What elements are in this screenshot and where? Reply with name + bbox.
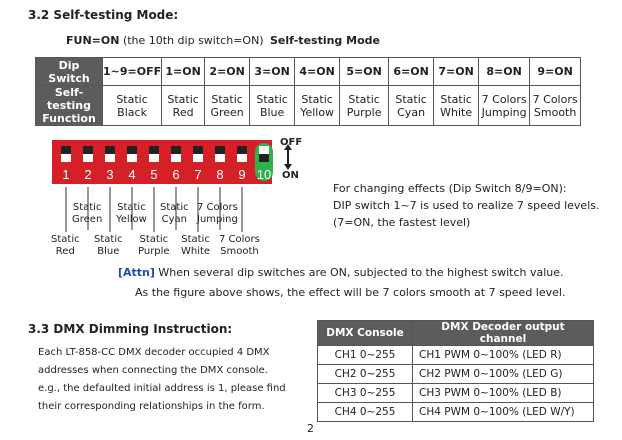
dip-switch-knob xyxy=(61,146,71,154)
dip-switch-knob xyxy=(171,146,181,154)
dmx-paragraph-line: their corresponding relationships in the form. xyxy=(38,401,265,412)
table-cell: CH4 0~255 xyxy=(318,403,413,422)
dip-switch-number: 10 xyxy=(256,167,272,182)
table-cell: CH1 0~255 xyxy=(318,346,413,365)
page-number: 2 xyxy=(307,422,314,435)
table-cell: Static Yellow xyxy=(295,86,340,126)
table-cell: 4=ON xyxy=(295,58,340,86)
switch-label: Static Cyan xyxy=(160,202,189,225)
table-cell: CH3 PWM 0~100% (LED B) xyxy=(413,384,594,403)
dmx-channel-table xyxy=(317,320,594,422)
table-row xyxy=(36,86,581,126)
table-header: DMX Decoder output channel xyxy=(413,321,594,346)
table-cell: CH2 0~255 xyxy=(318,365,413,384)
fun-note: (the 10th dip switch=ON) xyxy=(122,34,264,47)
dmx-paragraph-line: Each LT-858-CC DMX decoder occupied 4 DMX xyxy=(38,347,270,358)
table-cell: Static Cyan xyxy=(389,86,434,126)
switch-label: Static Green xyxy=(72,202,103,225)
table-cell: 7 Colors Jumping xyxy=(479,86,530,126)
table-cell: Dip Switch xyxy=(36,58,103,86)
table-cell: Static Black xyxy=(103,86,162,126)
table-cell: Static Red xyxy=(162,86,205,126)
attn-line-1 xyxy=(118,266,564,279)
effects-note-line: (7=ON, the fastest level) xyxy=(333,216,471,229)
attn-label: [Attn] xyxy=(118,266,155,279)
table-cell: Static Purple xyxy=(340,86,389,126)
table-cell: Static White xyxy=(434,86,479,126)
mode-title: Self-testing Mode xyxy=(270,34,380,47)
dip-switch-knob xyxy=(259,154,269,162)
table-cell: 5=ON xyxy=(340,58,389,86)
table-cell: 7=ON xyxy=(434,58,479,86)
switch-label: Static White xyxy=(181,234,211,257)
dip-switch-knob xyxy=(83,146,93,154)
switch-label: 7 Colors Smooth xyxy=(219,234,260,257)
table-row xyxy=(318,321,594,346)
attn-line-2: As the figure above shows, the effect will be 7 colors smooth at 7 speed level. xyxy=(135,286,566,299)
dip-function-table xyxy=(35,57,581,126)
table-row xyxy=(318,403,594,422)
table-cell: 7 Colors Smooth xyxy=(530,86,581,126)
switch-label: 7 Colors Jumping xyxy=(197,202,238,225)
fun-line xyxy=(66,34,264,47)
table-row xyxy=(318,384,594,403)
dip-switch-number: 8 xyxy=(216,167,224,182)
switch-label: Static Blue xyxy=(94,234,123,257)
table-cell: 3=ON xyxy=(250,58,295,86)
dip-switch-knob xyxy=(105,146,115,154)
dip-switch-number: 7 xyxy=(194,167,202,182)
table-cell: Static Blue xyxy=(250,86,295,126)
switch-label: Static Yellow xyxy=(116,202,147,225)
effects-note xyxy=(333,180,600,231)
dip-switch-number: 1 xyxy=(62,167,70,182)
effects-note-line: For changing effects (Dip Switch 8/9=ON): xyxy=(333,182,567,195)
dip-switch-number: 4 xyxy=(128,167,136,182)
table-cell: Static Green xyxy=(205,86,250,126)
table-cell: 8=ON xyxy=(479,58,530,86)
on-label: ON xyxy=(282,170,299,181)
table-cell: 6=ON xyxy=(389,58,434,86)
dmx-paragraph-line: e.g., the defaulted initial address is 1, please find xyxy=(38,383,286,394)
dmx-paragraph-line: addresses when connecting the DMX console. xyxy=(38,365,268,376)
table-row xyxy=(318,346,594,365)
dip-switch-number: 9 xyxy=(238,167,246,182)
section-heading-dmx: 3.3 DMX Dimming Instruction: xyxy=(28,322,233,336)
table-cell: CH3 0~255 xyxy=(318,384,413,403)
dip-switch-knob xyxy=(215,146,225,154)
dip-switch-knob xyxy=(127,146,137,154)
dip-switch-number: 3 xyxy=(106,167,114,182)
dip-switch-knob xyxy=(149,146,159,154)
table-cell: 9=ON xyxy=(530,58,581,86)
table-cell: 2=ON xyxy=(205,58,250,86)
table-row xyxy=(36,58,581,86)
dip-switch-number: 2 xyxy=(84,167,92,182)
table-cell: CH4 PWM 0~100% (LED W/Y) xyxy=(413,403,594,422)
table-cell: 1=ON xyxy=(162,58,205,86)
switch-label: Static Purple xyxy=(138,234,170,257)
section-heading-self-test: 3.2 Self-testing Mode: xyxy=(28,8,179,22)
table-row xyxy=(318,365,594,384)
off-label: OFF xyxy=(280,137,303,148)
dip-switch-knob xyxy=(193,146,203,154)
dip-switch-number: 5 xyxy=(150,167,158,182)
table-cell: Self-testing Function xyxy=(36,86,103,126)
switch-label: Static Red xyxy=(51,234,80,257)
table-cell: 1~9=OFF xyxy=(103,58,162,86)
table-cell: CH1 PWM 0~100% (LED R) xyxy=(413,346,594,365)
table-cell: CH2 PWM 0~100% (LED G) xyxy=(413,365,594,384)
attn-text: When several dip switches are ON, subjected to the highest switch value. xyxy=(154,266,564,279)
dip-switch-number: 6 xyxy=(172,167,180,182)
effects-note-line: DIP switch 1~7 is used to realize 7 speed levels. xyxy=(333,199,600,212)
table-header: DMX Console xyxy=(318,321,413,346)
fun-label: FUN=ON xyxy=(66,34,120,47)
dip-switch-knob xyxy=(237,146,247,154)
dmx-paragraph xyxy=(38,344,286,416)
